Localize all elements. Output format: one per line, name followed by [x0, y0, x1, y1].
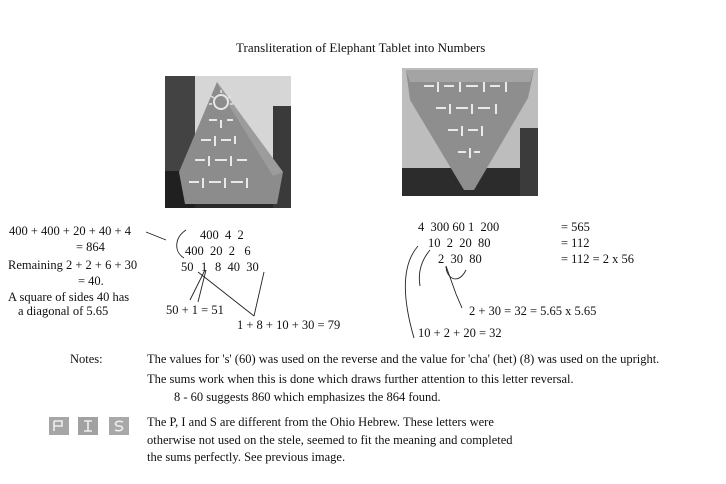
- notes-label: Notes:: [70, 352, 103, 366]
- left-calc-line5: A square of sides 40 has: [8, 290, 130, 304]
- right-result-1: = 565: [561, 220, 590, 234]
- right-result-3: = 112 = 2 x 56: [561, 252, 635, 266]
- page-title: Transliteration of Elephant Tablet into Numbers: [236, 40, 486, 55]
- left-calc-line6: a diagonal of 5.65: [18, 304, 109, 318]
- left-grid-row3b: 1: [201, 260, 208, 274]
- glyph-thumb-p: [49, 417, 69, 435]
- right-grid-row3: 2 30 80: [438, 252, 482, 266]
- tablet-reverse-photo: [402, 68, 538, 196]
- notes-line2: The sums work when this is done which draws further attention to this letter reversal.: [147, 372, 574, 386]
- right-sum2-connector: [405, 246, 418, 338]
- right-sum2-hook: [419, 250, 430, 286]
- bottom-line1: The P, I and S are different from the Ohio Hebrew. These letters were: [147, 415, 494, 429]
- left-grid-row3a: 50: [181, 260, 194, 274]
- left-sum-2: 1 + 8 + 10 + 30 = 79: [237, 318, 341, 332]
- glyph-thumb-s: [109, 417, 129, 435]
- left-calc-line1: 400 + 400 + 20 + 40 + 4: [9, 224, 131, 238]
- bottom-line2: otherwise not used on the stele, seemed to fit the meaning and completed: [147, 433, 513, 447]
- right-sum-1: 2 + 30 = 32 = 5.65 x 5.65: [469, 304, 597, 318]
- right-sum-2: 10 + 2 + 20 = 32: [418, 326, 502, 340]
- left-grid-row3c: 8 40 30: [215, 260, 259, 274]
- glyph-thumb-i: [78, 417, 98, 435]
- left-bracket-line: [146, 232, 166, 240]
- bottom-line3: the sums perfectly. See previous image.: [147, 450, 346, 464]
- notes-line3: 8 - 60 suggests 860 which emphasizes the 864 found.: [174, 390, 441, 404]
- right-result-2: = 112: [561, 236, 590, 250]
- right-grid-row2: 10 2 20 80: [428, 236, 491, 250]
- right-sum1-hook: [446, 266, 466, 279]
- right-grid-row1: 4 300 60 1 200: [418, 220, 500, 234]
- right-sum1-connector: [446, 266, 462, 308]
- left-sum-1: 50 + 1 = 51: [166, 303, 224, 317]
- left-calc-line3: Remaining 2 + 2 + 6 + 30: [8, 258, 138, 272]
- tablet-front-photo: [165, 76, 291, 208]
- notes-line1: The values for 's' (60) was used on the reverse and the value for 'cha' (het) (8) was used on the upright.: [147, 352, 660, 366]
- left-sum2-connector-b: [254, 272, 264, 316]
- left-calc-line2: = 864: [76, 240, 105, 254]
- left-grid-row1: 400 4 2: [200, 228, 244, 242]
- left-calc-line4: = 40.: [78, 274, 104, 288]
- left-grid-row2: 400 20 2 6: [185, 244, 251, 258]
